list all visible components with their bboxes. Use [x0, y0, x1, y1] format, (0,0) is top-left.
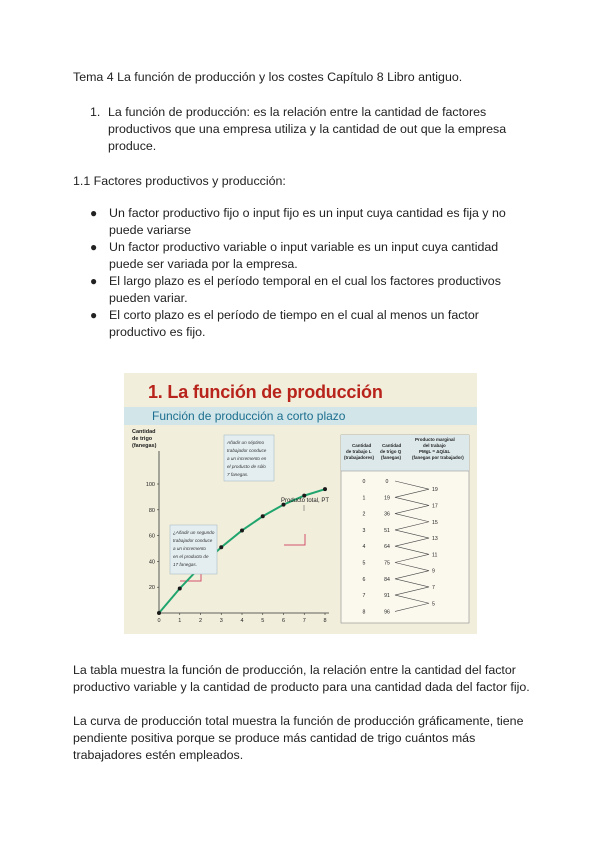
x-tick-label: 0 [157, 618, 161, 624]
table-cell-wheat: 0 [385, 479, 389, 485]
table-cell-wheat: 36 [384, 511, 390, 518]
note-top-line-2: trabajador conduce [227, 448, 267, 453]
note-left-line-3: a un incremento [173, 546, 206, 551]
data-point [261, 514, 265, 518]
numbered-item-text: La función de producción: es la relación entre la cantidad de factores productivos que una empresa utiliza y la cantidad de out que la empresa produce. [108, 105, 507, 153]
x-tick-label: 6 [281, 618, 286, 624]
marginal-product-value: 19 [432, 487, 438, 494]
th-wheat-3: (fanegas) [381, 455, 402, 460]
table-cell-labor: 0 [362, 479, 366, 485]
table-cell-wheat: 19 [384, 495, 390, 502]
figure-title-bar [124, 373, 477, 407]
th-labor-1: Cantidad [352, 443, 372, 448]
marginal-product-value: 15 [432, 519, 438, 526]
data-point [240, 528, 244, 532]
y-axis-label-1: Cantidad [132, 429, 156, 435]
note-left-line-4: en el producto de [173, 554, 209, 559]
table-cell-labor: 1 [362, 495, 366, 502]
data-point [323, 487, 327, 491]
data-point [157, 611, 161, 615]
th-marginal-4: (fanegas por trabajador) [412, 455, 464, 460]
table-cell-labor: 4 [362, 544, 366, 551]
y-axis-label-3: (fanegas) [132, 443, 157, 449]
figure-subtitle: Función de producción a corto plazo [152, 409, 346, 423]
th-marginal-2: del trabajo [423, 443, 446, 448]
table-cell-wheat: 64 [384, 544, 390, 551]
bullet-icon: ● [90, 240, 98, 254]
table-cell-wheat: 75 [384, 560, 390, 567]
y-tick-label: 60 [148, 533, 155, 540]
list-item [90, 239, 520, 273]
table-cell-wheat: 51 [384, 527, 390, 534]
y-tick-label: 40 [148, 559, 155, 566]
note-top-line-3: a un incremento en [227, 456, 267, 461]
note-left-line-2: trabajador conduce [173, 538, 213, 543]
data-point [219, 545, 223, 549]
data-point [302, 494, 306, 498]
paragraph-table-description: La tabla muestra la función de producción, la relación entre la cantidad del factor productivo variable y la cantidad de producto para una cantidad dada del factor fijo. [73, 663, 530, 694]
marginal-product-value: 9 [432, 568, 435, 575]
y-tick-label: 80 [148, 507, 155, 514]
paragraph-curve-description: La curva de producción total muestra la función de producción gráficamente, tiene pendiente positiva porque se produce más cantidad de trigo cuántos más trabajadores estén empleados. [73, 714, 524, 762]
curve-label: Producto total, PT [281, 498, 330, 504]
table-cell-labor: 5 [362, 560, 366, 567]
bullet-text: Un factor productivo variable o input variable es un input cuya cantidad puede ser variada por la empresa. [109, 240, 499, 271]
x-tick-label: 8 [323, 618, 327, 624]
step-marker-seventh-worker [284, 534, 305, 545]
bullet-icon: ● [90, 206, 98, 220]
marginal-product-value: 11 [432, 552, 438, 559]
list-item [90, 307, 520, 341]
note-top-line-1: Añadir un séptimo [227, 440, 265, 445]
table-cell-labor: 3 [362, 527, 366, 534]
y-axis-label-2: de trigo [132, 436, 153, 442]
marginal-product-value: 5 [432, 601, 435, 608]
x-tick-label: 1 [178, 618, 182, 624]
note-top-line-5: 7 fanegas. [227, 472, 249, 477]
y-tick-label: 100 [145, 482, 155, 488]
figure-canvas [124, 425, 477, 634]
note-left-line-5: 17 fanegas. [173, 562, 198, 567]
list-number: 1. [90, 105, 101, 119]
figure-subtitle-bar [124, 407, 477, 425]
th-labor-2: de trabajo L [346, 449, 372, 454]
x-tick-label: 3 [219, 618, 223, 624]
table-cell-wheat: 91 [384, 593, 390, 600]
table-cell-labor: 2 [362, 511, 366, 518]
numbered-list [90, 104, 530, 155]
th-wheat-2: de trigo Q [380, 449, 402, 454]
th-labor-3: (trabajadores) [344, 455, 375, 460]
bullet-list [90, 205, 520, 341]
document-title: Tema 4 La función de producción y los costes Capítulo 8 Libro antiguo. [73, 70, 463, 84]
table-cell-labor: 7 [362, 593, 366, 600]
bullet-text: El corto plazo es el período de tiempo en el cual al menos un factor productivo es fijo. [109, 308, 479, 339]
th-marginal-1: Producto marginal [415, 437, 455, 442]
list-item [90, 205, 520, 239]
th-wheat-1: Cantidad [382, 443, 402, 448]
bullet-text: Un factor productivo fijo o input fijo es un input cuya cantidad es fija y no puede variarse [109, 206, 506, 237]
x-tick-label: 7 [302, 618, 306, 624]
bullet-icon: ● [90, 308, 98, 322]
bullet-icon: ● [90, 274, 98, 288]
table-cell-wheat: 84 [384, 576, 390, 583]
marginal-product-value: 17 [432, 503, 438, 510]
x-tick-label: 2 [198, 618, 203, 624]
figure-title: 1. La función de producción [148, 382, 383, 402]
th-marginal-3: PMgL = ΔQ/ΔL [419, 449, 451, 454]
table-cell-wheat: 96 [384, 609, 390, 616]
production-function-figure [124, 373, 477, 634]
note-left-line-1: ¿Añadir un segundo [173, 530, 215, 535]
list-item [90, 273, 520, 307]
section-heading: 1.1 Factores productivos y producción: [73, 174, 286, 188]
x-tick-label: 4 [240, 618, 244, 624]
numbered-item [90, 104, 530, 155]
table-cell-labor: 6 [362, 576, 366, 583]
y-tick-label: 20 [148, 585, 155, 592]
x-tick-label: 5 [261, 618, 265, 624]
marginal-product-value: 7 [432, 584, 435, 591]
data-point [178, 586, 182, 590]
marginal-product-value: 13 [432, 536, 438, 543]
table-cell-labor: 8 [362, 609, 366, 616]
bullet-text: El largo plazo es el período temporal en el cual los factores productivos pueden variar. [109, 274, 501, 305]
note-top-line-4: el producto de sólo [227, 464, 266, 469]
